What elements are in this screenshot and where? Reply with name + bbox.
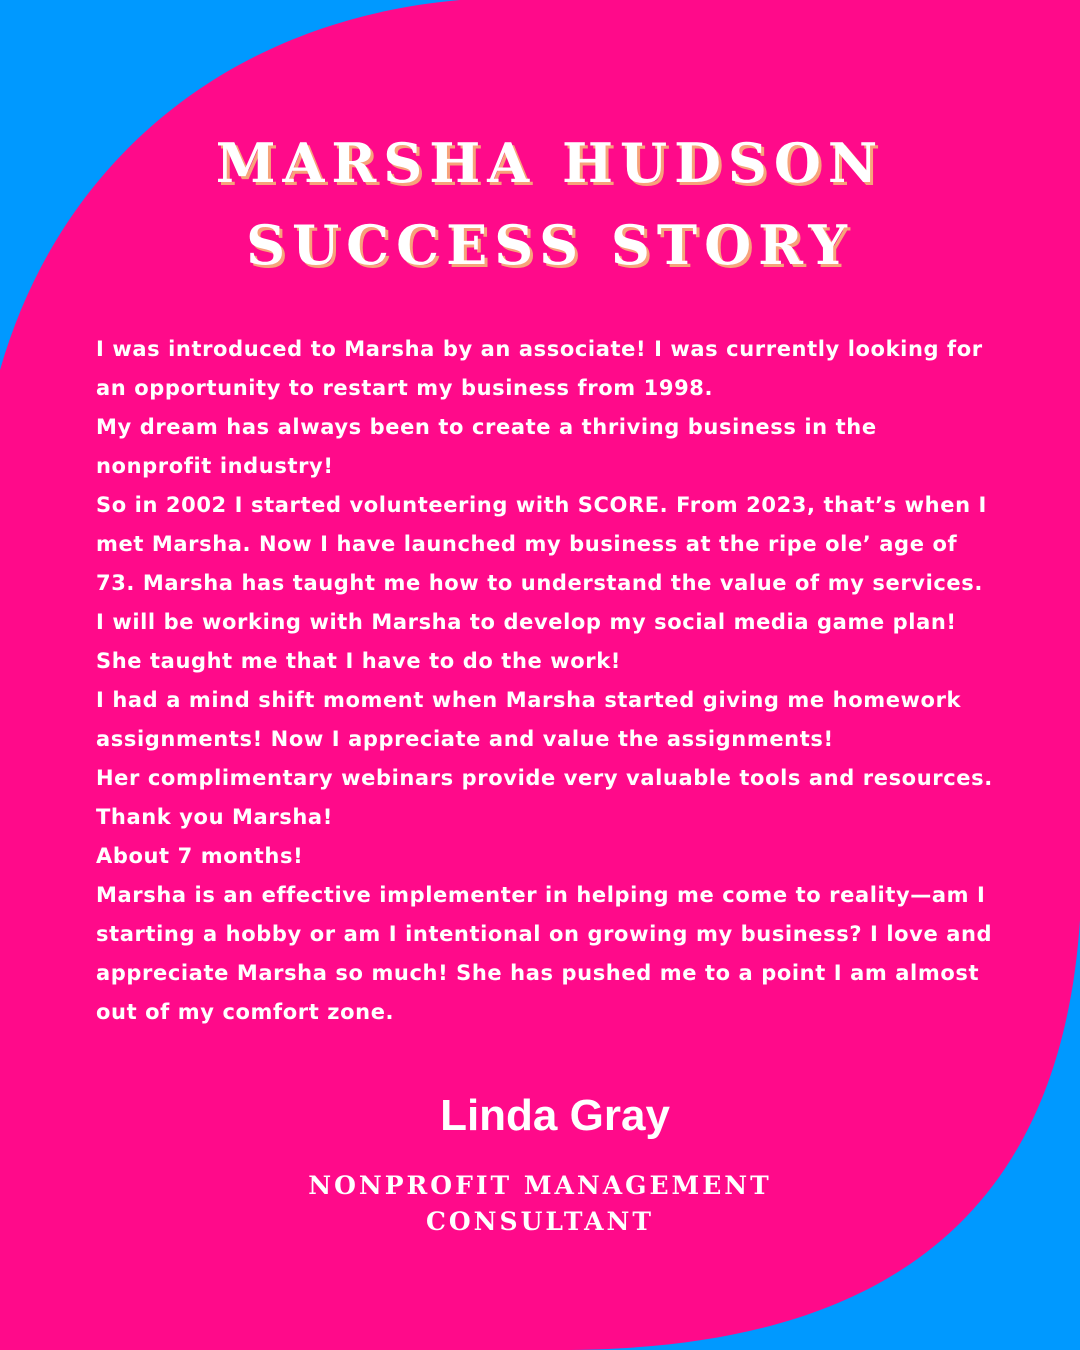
title-line-2: SUCCESS STORY (246, 213, 854, 277)
author-name: Linda Gray (440, 1091, 670, 1140)
story-paragraph: She taught me that I have to do the work! (96, 649, 621, 673)
author-role-line-1: NONPROFIT MANAGEMENT (308, 1171, 772, 1200)
author-role-line-2: CONSULTANT (425, 1207, 654, 1236)
story-paragraph: I had a mind shift moment when Marsha started giving me homework assignments! Now I appreciate and value the assignments! (96, 688, 962, 751)
author-role (0, 1168, 1080, 1240)
testimonial-text (96, 330, 996, 1032)
title-line-1: MARSHA HUDSON (215, 131, 885, 195)
story-paragraph: Her complimentary webinars provide very valuable tools and resources. Thank you Marsha! (96, 766, 993, 829)
story-paragraph: So in 2002 I started volunteering with SCORE. From 2023, that’s when I met Marsha. Now I have launched my business at the ripe ole’ age of 73. Marsha has taught me how to understand the value of my services. (96, 493, 987, 595)
story-paragraph: About 7 months! (96, 844, 304, 868)
story-paragraph: Marsha is an effective implementer in helping me come to reality—am I starting a hobby or am I intentional on growing my business? I love and appreciate Marsha so much! She has pushed me to a point I am almost out of my comfort zone. (96, 883, 993, 1024)
page-title (90, 122, 1010, 286)
story-paragraph: I will be working with Marsha to develop my social media game plan! (96, 610, 957, 634)
story-paragraph: My dream has always been to create a thriving business in the nonprofit industry! (96, 415, 877, 478)
story-paragraph: I was introduced to Marsha by an associate! I was currently looking for an opportunity to restart my business from 1998. (96, 337, 983, 400)
